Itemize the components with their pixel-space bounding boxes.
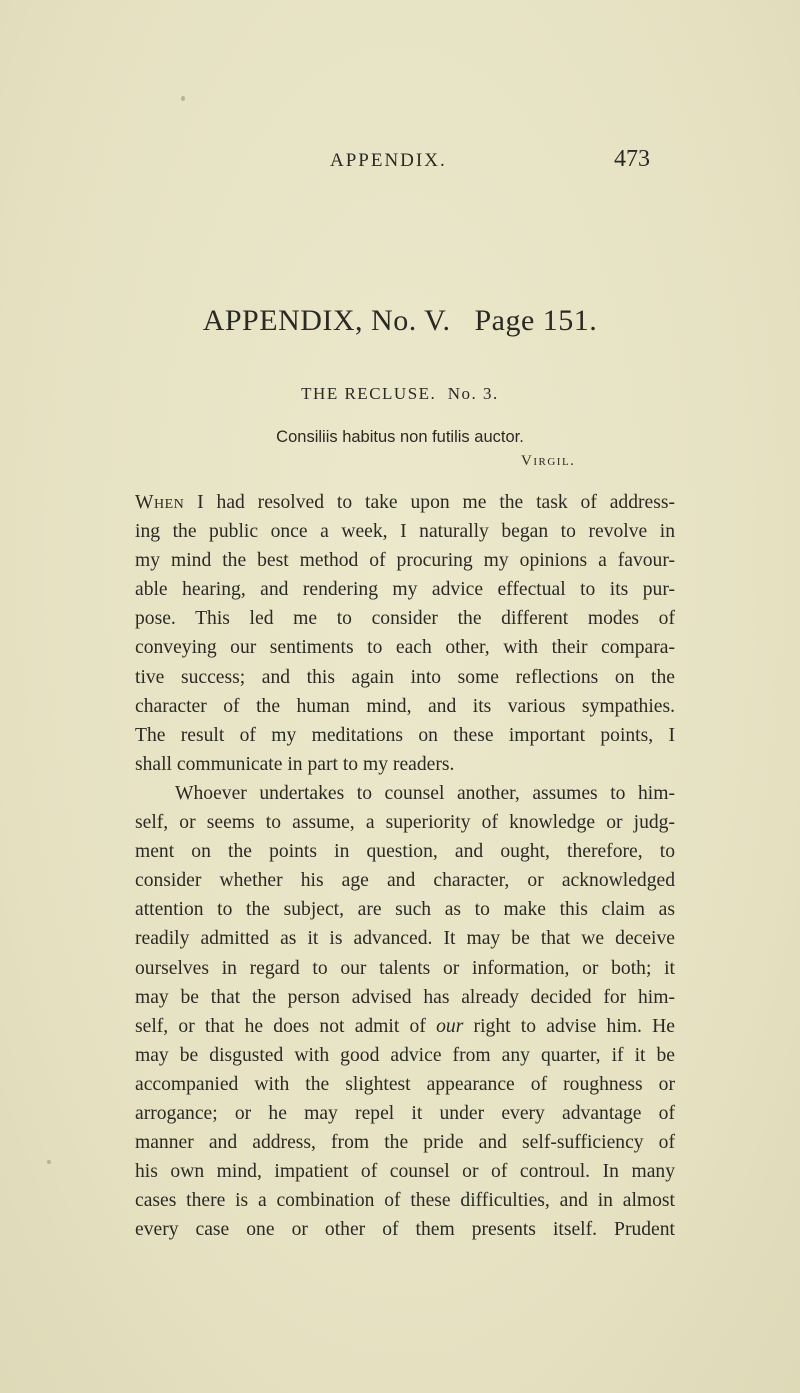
- text-line: Whoever undertakes to counsel another, assumes to him-: [175, 782, 675, 804]
- body-text: [135, 488, 675, 1244]
- text-line: may be that the person advised has already decided for him-: [135, 986, 675, 1008]
- text-line: accompanied with the slightest appearance of roughness or: [135, 1073, 675, 1095]
- text-line: my mind the best method of procuring my opinions a favour-: [135, 550, 675, 572]
- text-line: character of the human mind, and its various sympathies.: [135, 695, 675, 717]
- text-line: attention to the subject, are such as to make this claim as: [135, 899, 675, 921]
- text-line: tive success; and this again into some reflections on the: [135, 666, 675, 688]
- text-line: ourselves in regard to our talents or information, or both; it: [135, 957, 675, 979]
- paper-speck: [181, 96, 185, 101]
- text-line: self, or seems to assume, a superiority of knowledge or judg-: [135, 812, 675, 834]
- text-line: manner and address, from the pride and self-sufficiency of: [135, 1132, 675, 1154]
- text-line: may be disgusted with good advice from any quarter, if it be: [135, 1044, 675, 1066]
- page-number: 473: [614, 146, 650, 172]
- text-line: self, or that he does not admit of our right to advise him. He: [135, 1015, 675, 1037]
- text-line: The result of my meditations on these important points, I: [135, 724, 675, 746]
- text-line: consider whether his age and character, or acknowledged: [135, 870, 675, 892]
- text-line: arrogance; or he may repel it under every advantage of: [135, 1102, 675, 1124]
- paper-speck: [47, 1160, 51, 1164]
- text-line: shall communicate in part to my readers.: [135, 753, 455, 775]
- text-line: every case one or other of them presents itself. Prudent: [135, 1219, 675, 1241]
- appendix-title: APPENDIX, No. V. Page 151.: [202, 304, 598, 337]
- epigraph-attribution: Virgil.: [521, 453, 576, 469]
- epigraph: Consiliis habitus non futilis auctor.: [276, 428, 524, 446]
- text-line: ing the public once a week, I naturally began to revolve in: [135, 521, 675, 543]
- text-line: his own mind, impatient of counsel or of controul. In many: [135, 1161, 675, 1183]
- text-line: conveying our sentiments to each other, with their compara-: [135, 637, 675, 659]
- text-line: pose. This led me to consider the different modes of: [135, 608, 675, 630]
- running-head: [0, 146, 800, 190]
- italic-word: our: [436, 1015, 464, 1037]
- text-line: able hearing, and rendering my advice effectual to its pur-: [135, 579, 675, 601]
- essay-title: THE RECLUSE. No. 3.: [301, 384, 499, 403]
- text-line: cases there is a combination of these difficulties, and in almost: [135, 1190, 675, 1212]
- text-line: readily admitted as it is advanced. It may be that we deceive: [135, 928, 675, 950]
- text-line: ment on the points in question, and ought, therefore, to: [135, 841, 675, 863]
- running-head-title: APPENDIX.: [330, 150, 447, 171]
- text-line: When I had resolved to take upon me the task of address-: [135, 492, 675, 513]
- first-word: When: [135, 492, 185, 513]
